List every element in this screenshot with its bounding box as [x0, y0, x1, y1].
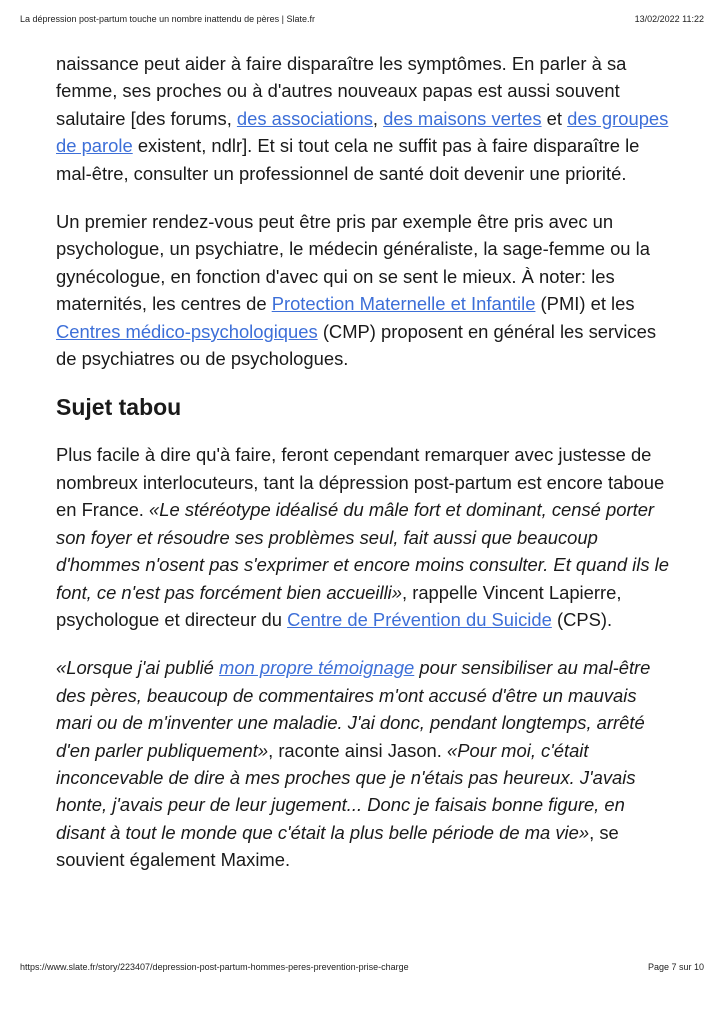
page-title: La dépression post-partum touche un nombre inattendu de pères | Slate.fr [20, 14, 316, 24]
link-associations[interactable]: des associations [236, 107, 373, 129]
section-heading: Sujet tabou [56, 394, 182, 421]
quote: «Pour moi, c'était inconcevable de dire à mes proches que je n'étais pas heureux. J'avais honte, j'avais peur de leur jugement... Donc je faisais bonne figure, en disant à tout le monde que c'était la plus belle période de ma vie» [56, 739, 636, 843]
article-body [56, 50, 674, 895]
text: , [372, 107, 384, 129]
quote: «Lorsque j'ai publié [56, 657, 220, 679]
text: naissance peut aider à faire disparaître les symptômes. En parler à sa femme, ses proches ou à d'autres nouveaux papas est aussi souvent salutaire [des forums, [56, 53, 627, 129]
page-url: https://www.slate.fr/story/223407/depression-post-partum-hommes-peres-prevention-prise-charge [20, 962, 409, 972]
paragraph-tabou [56, 441, 674, 633]
link-text: mon propre témoignage [219, 657, 415, 679]
text: (CMP) proposent en général les services de psychiatres ou de psychologues. [56, 320, 657, 370]
link-centre-prevention-suicide[interactable]: Centre de Prévention du Suicide [287, 608, 552, 630]
page-indicator: Page 7 sur 10 [647, 962, 704, 972]
paragraph-temoignages [56, 654, 674, 873]
text: , se souvient également Maxime. [56, 821, 619, 871]
quote: «Le stéréotype idéalisé du mâle fort et dominant, censé porter son foyer et résoudre ses problèmes seul, fait aussi que beaucoup d'hommes n'osent pas s'exprimer et encore moins consulter. Et quand ils le font, ce n'est pas forcément bien accueilli» [56, 499, 669, 603]
print-footer [20, 962, 704, 972]
link-pmi[interactable]: Protection Maternelle et Infantile [271, 293, 536, 315]
link-cmp[interactable]: Centres médico-psychologiques [56, 320, 318, 342]
text: et [541, 107, 568, 129]
text: (PMI) et les [535, 293, 635, 315]
text: (CPS). [551, 608, 613, 630]
text: Un premier rendez-vous peut être pris par exemple être pris avec un psychologue, un psychiatre, le médecin généraliste, la sage-femme ou la gynécologue, en fonction d'avec qui on se sent le mieux. À noter: les maternités, les centres de [56, 211, 650, 315]
text: Plus facile à dire qu'à faire, feront cependant remarquer avec justesse de nombreux interlocuteurs, tant la dépression post-partum est encore taboue en France. [56, 444, 665, 521]
text: existent, ndlr]. Et si tout cela ne suffit pas à faire disparaître le mal-être, consulter un professionnel de santé doit devenir une priorité. [56, 135, 640, 184]
link-maisons-vertes[interactable]: des maisons vertes [383, 107, 542, 129]
quote: pour sensibiliser au mal-être des pères, beaucoup de commentaires m'ont accusé d'être un mauvais mari ou de m'inventer une maladie. J'ai donc, pendant longtemps, arrêté d'en parler publiquement» [56, 657, 651, 761]
text: , rappelle Vincent Lapierre, psychologue et directeur du [56, 581, 622, 630]
paragraph-rendez-vous [56, 208, 674, 372]
link-groupes-de-parole[interactable]: des groupes de parole [56, 107, 669, 157]
print-header [20, 14, 704, 24]
text: , raconte ainsi Jason. [268, 739, 447, 761]
paragraph-support [56, 50, 674, 187]
link-mon-propre-temoignage[interactable] [219, 657, 414, 678]
print-datetime: 13/02/2022 11:22 [634, 14, 704, 24]
